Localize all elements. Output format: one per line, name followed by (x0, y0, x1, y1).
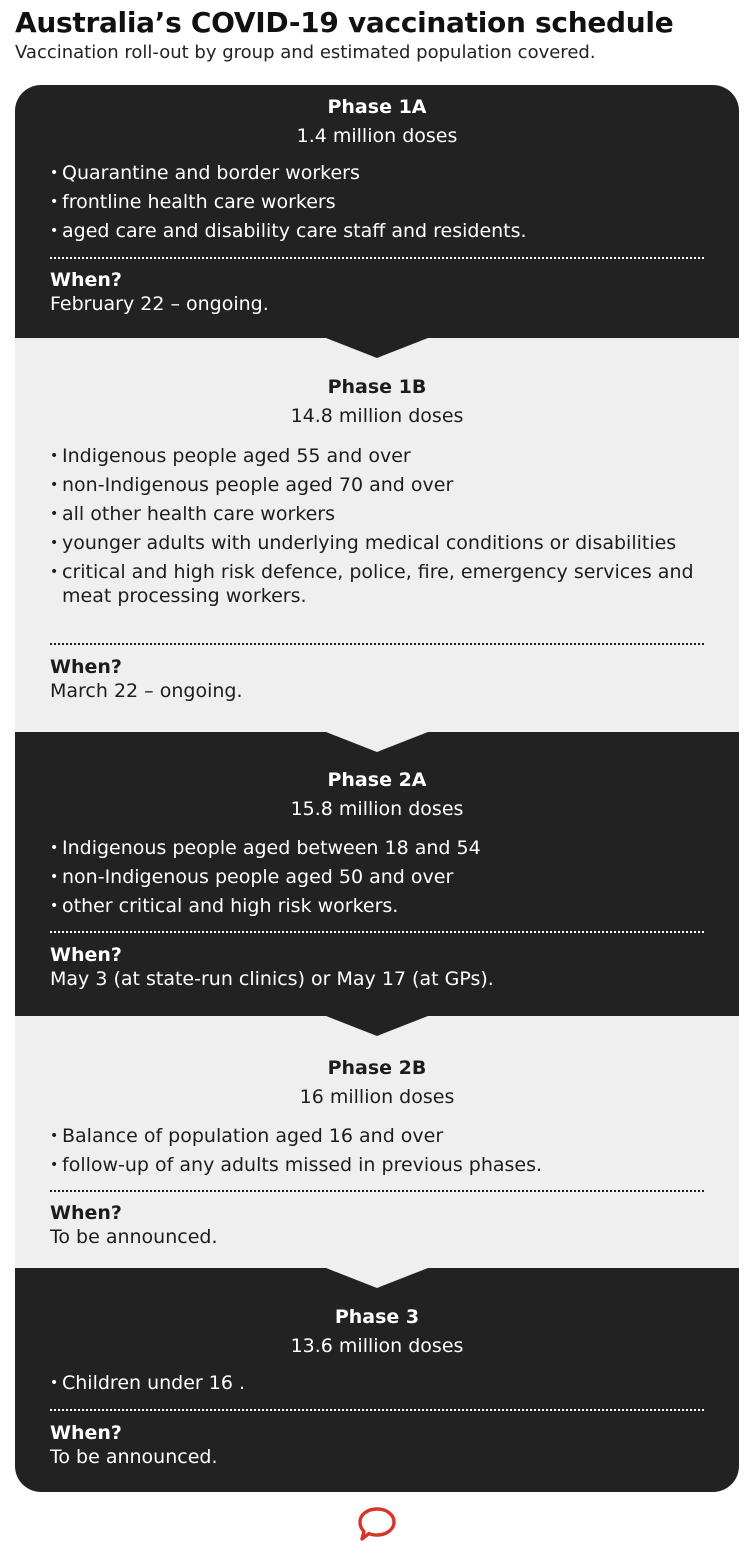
phase-title: Phase 3 (334, 1306, 420, 1328)
list-item: • Balance of population aged 16 and over (50, 1124, 700, 1148)
phase-doses: 14.8 million doses (290, 405, 464, 427)
phase-doses: 13.6 million doses (290, 1335, 464, 1357)
when-value: To be announced. (50, 1446, 218, 1468)
speech-bubble-logo-icon (357, 1506, 397, 1542)
list-item: • aged care and disability care staff and residents. (50, 219, 700, 243)
list-item: • Indigenous people aged between 18 and 54 (50, 836, 700, 860)
phase-title: Phase 2A (327, 769, 427, 791)
list-item: • younger adults with underlying medical conditions or disabilities (50, 531, 700, 555)
dotted-divider (50, 1409, 704, 1411)
phase-doses: 16 million doses (299, 1086, 455, 1108)
phase-group-list (50, 161, 700, 248)
when-label: When? (50, 1422, 122, 1444)
arrow-down-icon (326, 1016, 428, 1036)
list-item: • Quarantine and border workers (50, 161, 700, 185)
phase-group-list (50, 444, 700, 613)
phase-title: Phase 1B (327, 376, 427, 398)
list-item: • non-Indigenous people aged 70 and over (50, 473, 700, 497)
phase-title: Phase 2B (327, 1057, 427, 1079)
phase-2a-section (15, 732, 739, 1016)
phase-3-section (15, 1268, 739, 1492)
page-title: Australia’s COVID-19 vaccination schedule (15, 6, 674, 39)
list-item: • critical and high risk defence, police, fire, emergency services and meat processing workers. (50, 560, 700, 608)
arrow-down-icon (326, 1268, 428, 1288)
when-label: When? (50, 944, 122, 966)
dotted-divider (50, 931, 704, 933)
phase-title: Phase 1A (327, 96, 427, 118)
dotted-divider (50, 257, 704, 259)
dotted-divider (50, 1190, 704, 1192)
arrow-down-icon (326, 338, 428, 358)
phase-1a-section (15, 85, 739, 338)
dotted-divider (50, 643, 704, 645)
when-label: When? (50, 656, 122, 678)
list-item: • all other health care workers (50, 502, 700, 526)
when-value: To be announced. (50, 1226, 218, 1248)
when-label: When? (50, 269, 122, 291)
phase-group-list (50, 836, 700, 923)
when-label: When? (50, 1202, 122, 1224)
phase-group-list (50, 1371, 700, 1400)
list-item: • non-Indigenous people aged 50 and over (50, 865, 700, 889)
page-subtitle: Vaccination roll-out by group and estimated population covered. (15, 42, 596, 63)
list-item: • frontline health care workers (50, 190, 700, 214)
list-item: • Indigenous people aged 55 and over (50, 444, 700, 468)
phase-1b-section (15, 338, 739, 732)
list-item: • Children under 16 . (50, 1371, 700, 1395)
phase-group-list (50, 1124, 700, 1182)
when-value: May 3 (at state-run clinics) or May 17 (at GPs). (50, 968, 494, 990)
schedule-card (15, 85, 739, 1492)
phase-doses: 15.8 million doses (290, 798, 464, 820)
phase-doses: 1.4 million doses (296, 125, 458, 147)
when-value: March 22 – ongoing. (50, 680, 243, 702)
phase-2b-section (15, 1016, 739, 1268)
list-item: • other critical and high risk workers. (50, 894, 700, 918)
list-item: • follow-up of any adults missed in previous phases. (50, 1153, 700, 1177)
when-value: February 22 – ongoing. (50, 293, 269, 315)
arrow-down-icon (326, 732, 428, 752)
